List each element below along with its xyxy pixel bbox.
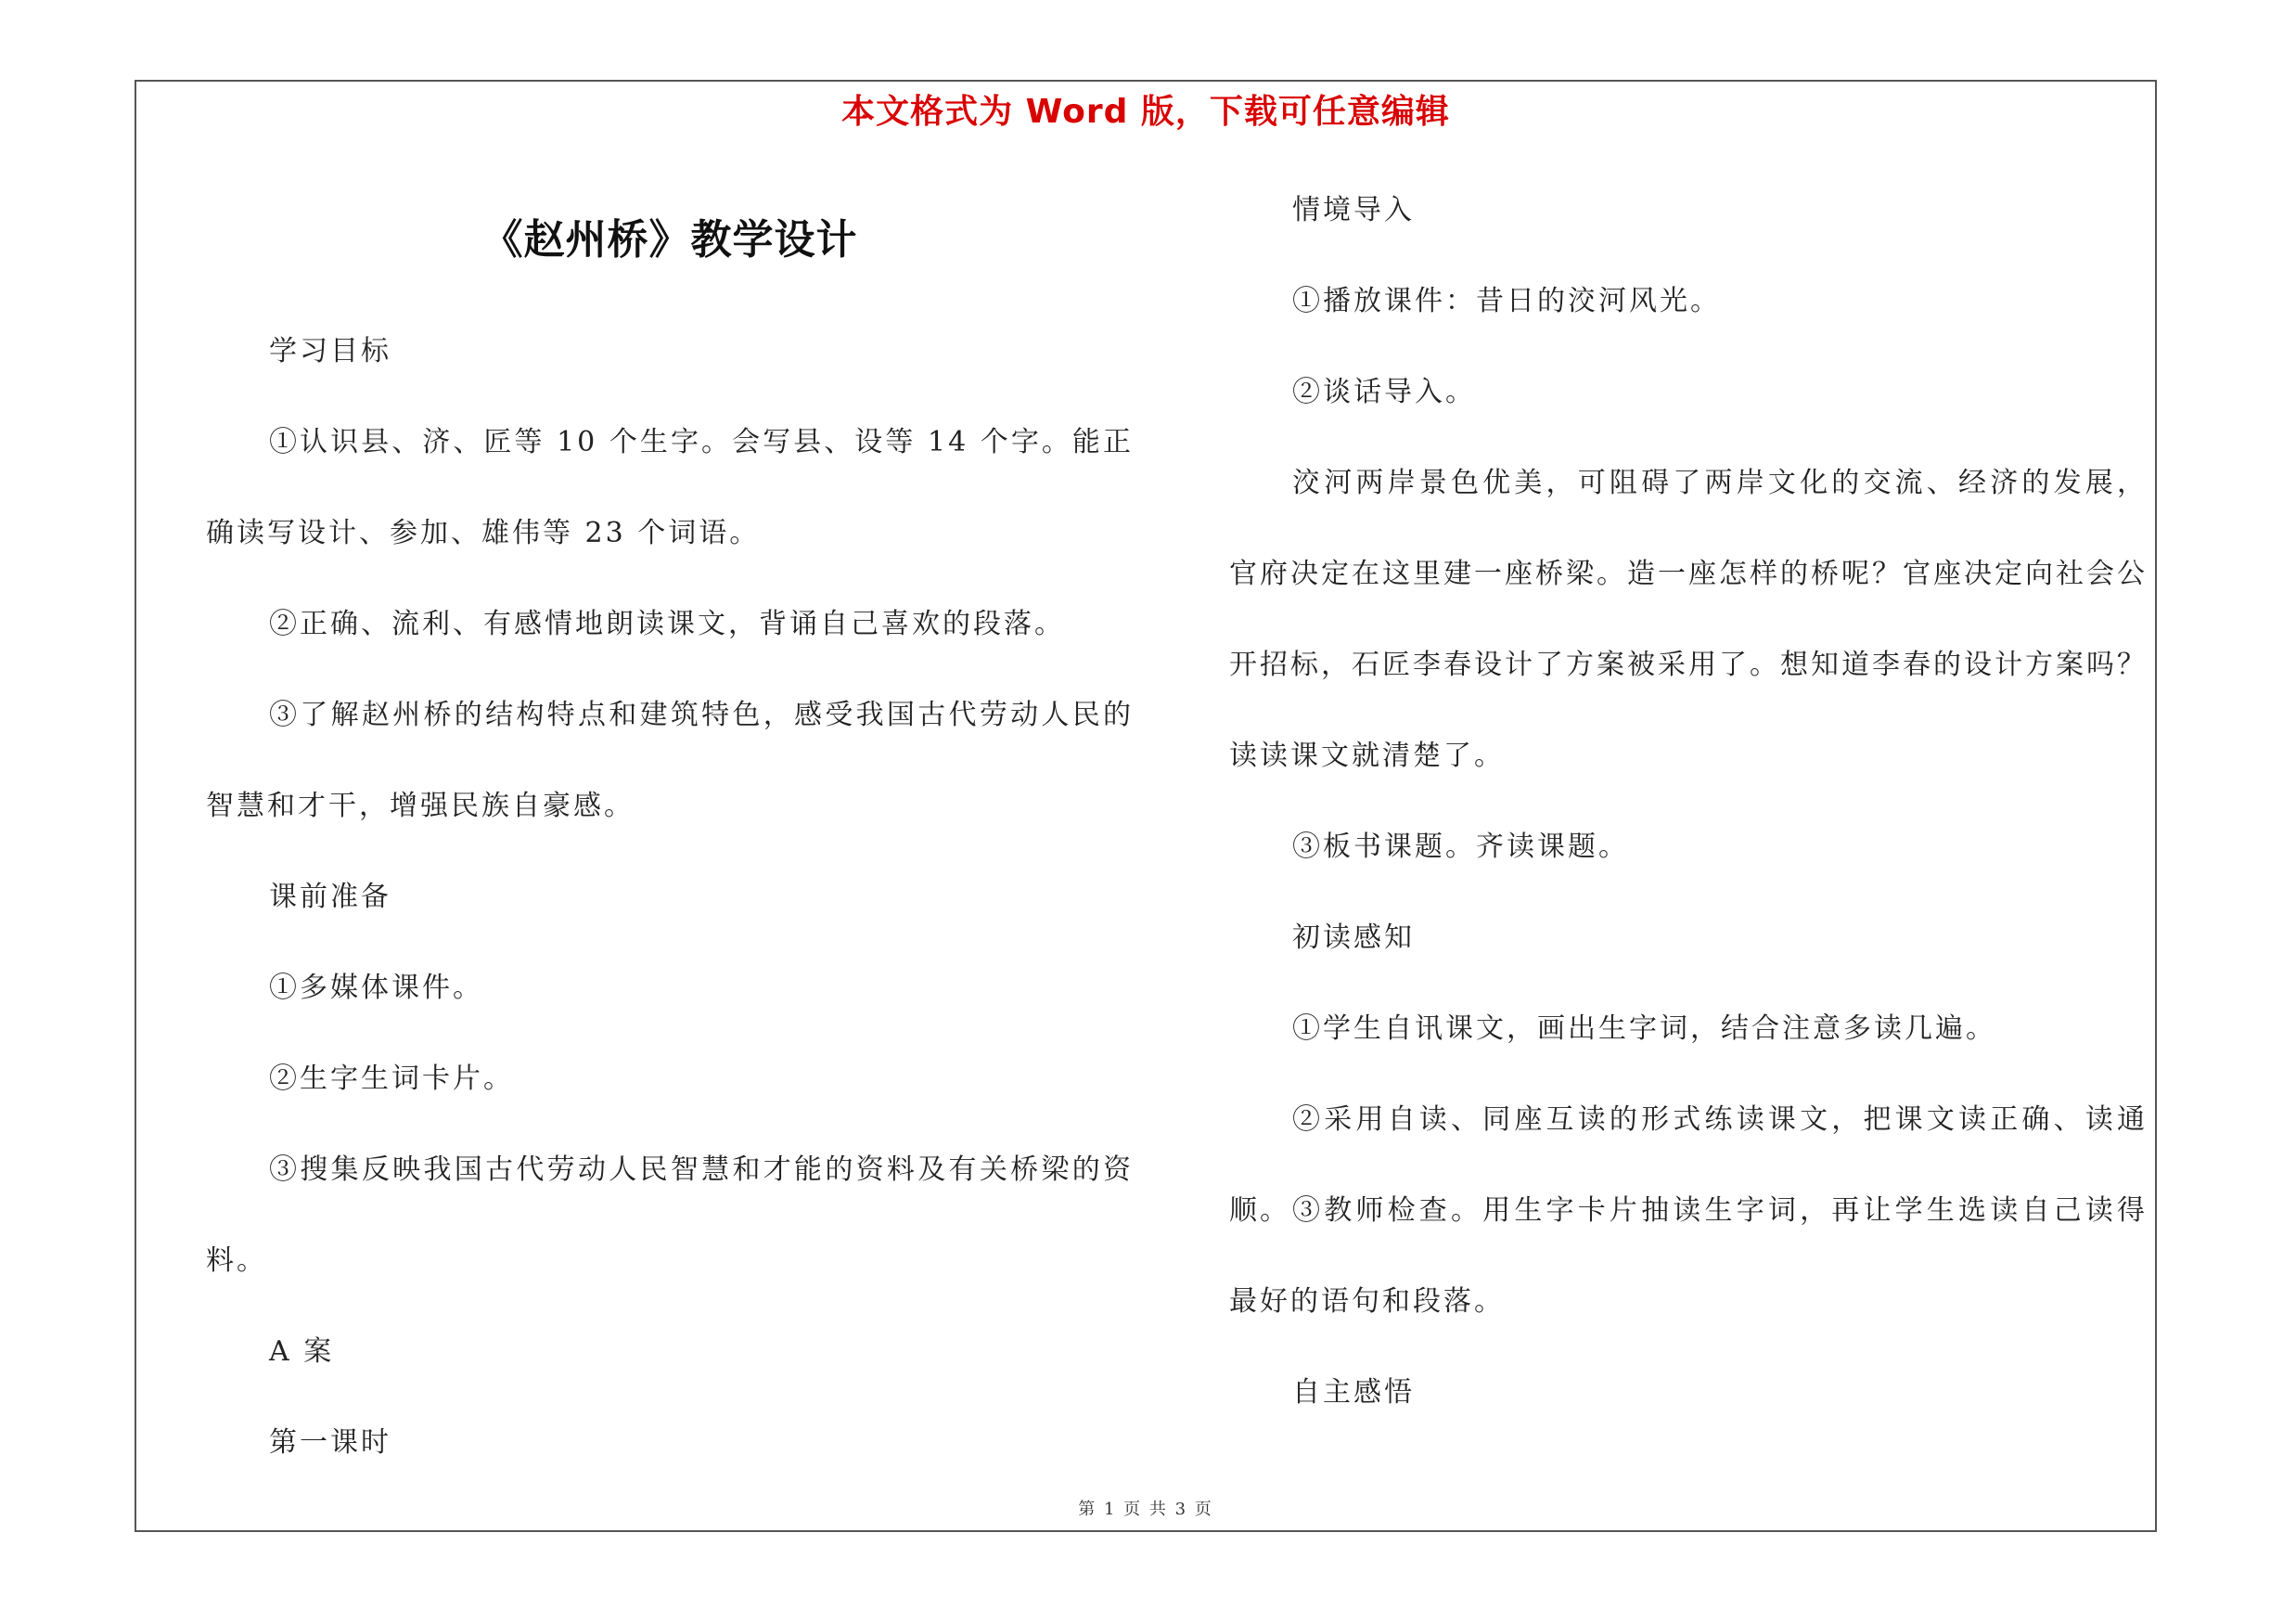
heading-first-reading: 初读感知 [1292,921,1415,954]
prep-item-3: ③搜集反映我国古代劳动人民智慧和才能的资料及有关桥梁的资料。 [206,1153,1134,1277]
editable-notice-banner: 本文格式为 Word 版，下载可任意编辑 [841,93,1450,131]
reading-step-1: ①学生自讯课文，画出生字词，结合注意多读几遍。 [1292,1012,1996,1045]
heading-plan-a: A 案 [269,1335,335,1368]
heading-first-lesson: 第一课时 [269,1426,391,1459]
intro-story-paragraph: 洨河两岸景色优美，可阻碍了两岸文化的交流、经济的发展，官府决定在这里建一座桥梁。造一座怎样的桥呢？官座决定向社会公开招标，石匠李春设计了方案被采用了。想知道李春的设计方案吗？读读课文就清楚了。 [1229,467,2148,772]
heading-self-understanding: 自主感悟 [1292,1376,1415,1409]
page-number-footer: 第 1 页 共 3 页 [1078,1500,1213,1519]
prep-item-2: ②生字生词卡片。 [269,1063,514,1095]
reading-step-2: ②采用自读、同座互读的形式练读课文，把课文读正确、读通顺。 [1229,1103,2148,1227]
intro-step-1: ①播放课件：昔日的洨河风光。 [1292,285,1721,317]
prep-item-1: ①多媒体课件。 [269,972,483,1004]
heading-learning-goals: 学习目标 [269,335,391,367]
goal-2-paragraph: ②正确、流利、有感情地朗读课文，背诵自己喜欢的段落。 [269,608,1065,640]
heading-preparation: 课前准备 [269,881,391,913]
goal-3-paragraph: ③了解赵州桥的结构特点和建筑特色，感受我国古代劳动人民的智慧和才干，增强民族自豪感。 [206,699,1134,822]
intro-step-2: ②谈话导入。 [1292,376,1476,408]
goal-1-paragraph: ①认识县、济、匠等 10 个生字。会写县、设等 14 个字。能正确读写设计、参加、雄伟等 23 个词语。 [206,426,1134,549]
reading-step-3: ③教师检查。用生字卡片抽读生字词，再让学生选读自己读得最好的语句和段落。 [1229,1194,2148,1318]
document-title: 《赵州桥》教学设计 [481,216,858,264]
heading-situation-intro: 情境导入 [1292,194,1415,226]
intro-step-3: ③板书课题。齐读课题。 [1292,831,1629,863]
